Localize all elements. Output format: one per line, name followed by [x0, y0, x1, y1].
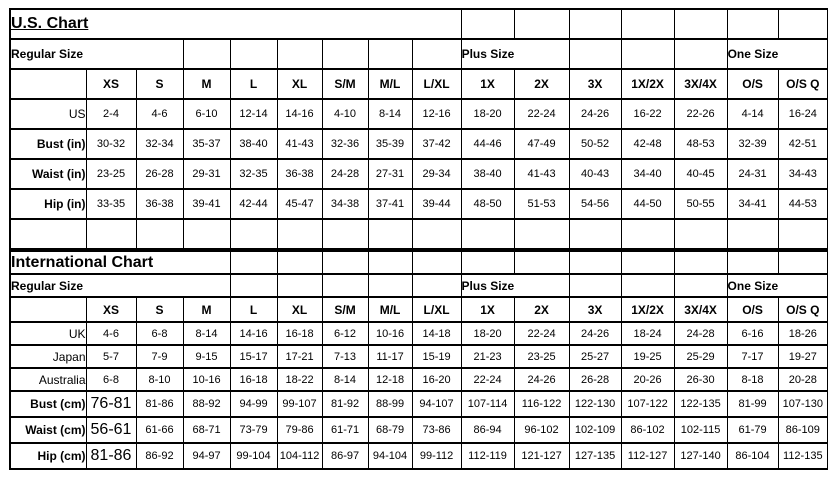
size-column-header: S/M — [322, 69, 368, 99]
size-value-cell: 6-16 — [727, 322, 778, 345]
size-value-cell: 6-10 — [183, 99, 230, 129]
size-value-cell: 16-24 — [778, 99, 828, 129]
regular-size-label: Regular Size — [10, 274, 230, 297]
size-value-cell: 21-23 — [461, 345, 514, 368]
intl-size-group-row — [10, 274, 828, 297]
size-value-cell: 30-32 — [86, 129, 136, 159]
size-value-cell: 11-17 — [368, 345, 412, 368]
size-column-header: L/XL — [412, 69, 461, 99]
corner-cell — [10, 69, 86, 99]
grid-cell — [277, 251, 322, 274]
size-value-cell: 99-104 — [230, 443, 277, 469]
size-value-cell: 8-10 — [136, 368, 183, 391]
size-value-cell: 45-47 — [277, 189, 322, 219]
size-header-row — [10, 69, 828, 99]
grid-cell — [778, 219, 828, 249]
size-value-cell: 47-49 — [514, 129, 569, 159]
size-data-row — [10, 159, 828, 189]
size-value-cell: 61-66 — [136, 417, 183, 443]
us-chart-title-cell — [10, 9, 461, 39]
size-value-cell: 18-24 — [621, 322, 674, 345]
size-value-cell: 34-41 — [727, 189, 778, 219]
size-value-cell: 23-25 — [86, 159, 136, 189]
grid-cell — [368, 39, 412, 69]
size-value-cell: 19-25 — [621, 345, 674, 368]
grid-cell — [368, 251, 412, 274]
size-value-cell: 42-44 — [230, 189, 277, 219]
size-column-header: M/L — [368, 297, 412, 322]
size-data-row — [10, 129, 828, 159]
size-column-header: O/S Q — [778, 297, 828, 322]
size-value-cell: 81-86 — [86, 443, 136, 469]
row-label: Hip (in) — [10, 189, 86, 219]
grid-cell — [412, 39, 461, 69]
size-value-cell: 14-16 — [277, 99, 322, 129]
size-value-cell: 44-53 — [778, 189, 828, 219]
size-value-cell: 12-14 — [230, 99, 277, 129]
grid-cell — [230, 274, 277, 297]
size-value-cell: 81-86 — [136, 391, 183, 417]
row-label: Hip (cm) — [10, 443, 86, 469]
size-value-cell: 4-6 — [86, 322, 136, 345]
size-value-cell: 16-18 — [277, 322, 322, 345]
size-value-cell: 12-18 — [368, 368, 412, 391]
size-value-cell: 18-20 — [461, 99, 514, 129]
row-label: UK — [10, 322, 86, 345]
grid-cell — [461, 9, 514, 39]
size-column-header: S — [136, 297, 183, 322]
size-data-row — [10, 368, 828, 391]
grid-cell — [230, 219, 277, 249]
size-value-cell: 29-31 — [183, 159, 230, 189]
size-value-cell: 73-79 — [230, 417, 277, 443]
size-value-cell: 96-102 — [514, 417, 569, 443]
size-value-cell: 35-37 — [183, 129, 230, 159]
size-value-cell: 26-28 — [569, 368, 621, 391]
size-value-cell: 121-127 — [514, 443, 569, 469]
size-value-cell: 38-40 — [230, 129, 277, 159]
size-value-cell: 94-104 — [368, 443, 412, 469]
size-value-cell: 4-6 — [136, 99, 183, 129]
size-value-cell: 127-135 — [569, 443, 621, 469]
size-value-cell: 40-45 — [674, 159, 727, 189]
size-value-cell: 86-97 — [322, 443, 368, 469]
size-value-cell: 81-99 — [727, 391, 778, 417]
size-value-cell: 22-24 — [514, 99, 569, 129]
size-value-cell: 34-43 — [778, 159, 828, 189]
size-header-row — [10, 297, 828, 322]
size-value-cell: 122-135 — [674, 391, 727, 417]
size-value-cell: 15-17 — [230, 345, 277, 368]
size-value-cell: 107-130 — [778, 391, 828, 417]
empty-separator-row — [10, 219, 828, 249]
size-value-cell: 42-51 — [778, 129, 828, 159]
size-value-cell: 34-38 — [322, 189, 368, 219]
grid-cell — [569, 251, 621, 274]
size-value-cell: 41-43 — [514, 159, 569, 189]
size-column-header: S — [136, 69, 183, 99]
size-value-cell: 50-52 — [569, 129, 621, 159]
grid-cell — [322, 274, 368, 297]
grid-cell — [322, 39, 368, 69]
size-value-cell: 17-21 — [277, 345, 322, 368]
grid-cell — [778, 9, 828, 39]
size-value-cell: 86-109 — [778, 417, 828, 443]
size-column-header: 3X/4X — [674, 297, 727, 322]
size-value-cell: 112-119 — [461, 443, 514, 469]
size-value-cell: 37-41 — [368, 189, 412, 219]
size-value-cell: 16-20 — [412, 368, 461, 391]
grid-cell — [322, 251, 368, 274]
size-data-row — [10, 391, 828, 417]
size-column-header: 3X — [569, 69, 621, 99]
size-value-cell: 27-31 — [368, 159, 412, 189]
size-value-cell: 61-79 — [727, 417, 778, 443]
size-value-cell: 20-26 — [621, 368, 674, 391]
size-column-header: L — [230, 69, 277, 99]
size-value-cell: 37-42 — [412, 129, 461, 159]
size-value-cell: 33-35 — [86, 189, 136, 219]
size-column-header: 2X — [514, 297, 569, 322]
size-value-cell: 25-29 — [674, 345, 727, 368]
size-value-cell: 99-107 — [277, 391, 322, 417]
size-column-header: 1X — [461, 69, 514, 99]
size-value-cell: 68-79 — [368, 417, 412, 443]
size-value-cell: 7-9 — [136, 345, 183, 368]
size-value-cell: 9-15 — [183, 345, 230, 368]
size-value-cell: 22-24 — [514, 322, 569, 345]
size-value-cell: 39-44 — [412, 189, 461, 219]
grid-cell — [621, 219, 674, 249]
size-value-cell: 25-27 — [569, 345, 621, 368]
row-label: Waist (in) — [10, 159, 86, 189]
size-value-cell: 12-16 — [412, 99, 461, 129]
size-value-cell: 50-55 — [674, 189, 727, 219]
size-value-cell: 6-12 — [322, 322, 368, 345]
size-value-cell: 4-10 — [322, 99, 368, 129]
size-column-header: 3X/4X — [674, 69, 727, 99]
grid-cell — [727, 9, 778, 39]
one-size-label: One Size — [727, 39, 828, 69]
size-value-cell: 29-34 — [412, 159, 461, 189]
size-value-cell: 127-140 — [674, 443, 727, 469]
size-column-header: 1X/2X — [621, 69, 674, 99]
size-value-cell: 24-26 — [569, 99, 621, 129]
grid-cell — [674, 251, 727, 274]
size-column-header: XL — [277, 297, 322, 322]
one-size-label: One Size — [727, 274, 828, 297]
size-column-header: S/M — [322, 297, 368, 322]
size-value-cell: 8-14 — [322, 368, 368, 391]
size-value-cell: 112-127 — [621, 443, 674, 469]
size-value-cell: 24-31 — [727, 159, 778, 189]
size-value-cell: 38-40 — [461, 159, 514, 189]
size-value-cell: 22-26 — [674, 99, 727, 129]
size-value-cell: 6-8 — [86, 368, 136, 391]
size-value-cell: 102-109 — [569, 417, 621, 443]
size-column-header: 3X — [569, 297, 621, 322]
size-column-header: 1X — [461, 297, 514, 322]
size-column-header: O/S Q — [778, 69, 828, 99]
grid-cell — [514, 219, 569, 249]
size-value-cell: 7-13 — [322, 345, 368, 368]
size-value-cell: 24-26 — [569, 322, 621, 345]
grid-cell — [569, 9, 621, 39]
size-value-cell: 18-20 — [461, 322, 514, 345]
size-data-row — [10, 417, 828, 443]
size-value-cell: 94-99 — [230, 391, 277, 417]
size-data-row — [10, 189, 828, 219]
size-value-cell: 86-94 — [461, 417, 514, 443]
grid-cell — [277, 274, 322, 297]
size-value-cell: 20-28 — [778, 368, 828, 391]
grid-cell — [230, 39, 277, 69]
grid-cell — [514, 251, 569, 274]
plus-size-label: Plus Size — [461, 39, 569, 69]
size-value-cell: 36-38 — [277, 159, 322, 189]
size-column-header: O/S — [727, 297, 778, 322]
size-value-cell: 42-48 — [621, 129, 674, 159]
size-value-cell: 8-14 — [183, 322, 230, 345]
international-chart-title-cell — [10, 251, 230, 274]
size-value-cell: 35-39 — [368, 129, 412, 159]
size-data-row — [10, 345, 828, 368]
size-value-cell: 8-14 — [368, 99, 412, 129]
size-value-cell: 34-40 — [621, 159, 674, 189]
size-value-cell: 23-25 — [514, 345, 569, 368]
size-column-header: M — [183, 69, 230, 99]
size-value-cell: 56-61 — [86, 417, 136, 443]
size-value-cell: 10-16 — [183, 368, 230, 391]
size-value-cell: 79-86 — [277, 417, 322, 443]
grid-cell — [621, 39, 674, 69]
size-column-header: M/L — [368, 69, 412, 99]
size-column-header: 1X/2X — [621, 297, 674, 322]
size-value-cell: 2-4 — [86, 99, 136, 129]
size-value-cell: 16-18 — [230, 368, 277, 391]
size-value-cell: 48-53 — [674, 129, 727, 159]
size-data-row — [10, 322, 828, 345]
size-value-cell: 36-38 — [136, 189, 183, 219]
international-chart-title: International Chart — [11, 253, 154, 271]
size-value-cell: 48-50 — [461, 189, 514, 219]
size-value-cell: 15-19 — [412, 345, 461, 368]
grid-cell — [621, 251, 674, 274]
size-value-cell: 14-18 — [412, 322, 461, 345]
size-value-cell: 102-115 — [674, 417, 727, 443]
size-column-header: 2X — [514, 69, 569, 99]
size-value-cell: 68-71 — [183, 417, 230, 443]
size-value-cell: 22-24 — [461, 368, 514, 391]
row-label: Waist (cm) — [10, 417, 86, 443]
size-value-cell: 112-135 — [778, 443, 828, 469]
grid-cell — [412, 251, 461, 274]
size-value-cell: 107-114 — [461, 391, 514, 417]
size-value-cell: 86-102 — [621, 417, 674, 443]
grid-cell — [277, 39, 322, 69]
row-label: US — [10, 99, 86, 129]
size-value-cell: 61-71 — [322, 417, 368, 443]
size-data-row — [10, 443, 828, 469]
grid-cell — [277, 219, 322, 249]
grid-cell — [368, 219, 412, 249]
size-value-cell: 44-46 — [461, 129, 514, 159]
size-value-cell: 24-28 — [674, 322, 727, 345]
size-value-cell: 88-99 — [368, 391, 412, 417]
size-column-header: M — [183, 297, 230, 322]
grid-cell — [412, 274, 461, 297]
grid-cell — [621, 9, 674, 39]
grid-cell — [136, 219, 183, 249]
size-value-cell: 24-28 — [322, 159, 368, 189]
size-value-cell: 81-92 — [322, 391, 368, 417]
grid-cell — [322, 219, 368, 249]
size-value-cell: 73-86 — [412, 417, 461, 443]
size-value-cell: 7-17 — [727, 345, 778, 368]
size-value-cell: 4-14 — [727, 99, 778, 129]
grid-cell — [368, 274, 412, 297]
row-label: Japan — [10, 345, 86, 368]
grid-cell — [778, 251, 828, 274]
grid-cell — [183, 219, 230, 249]
grid-cell — [674, 39, 727, 69]
grid-cell — [230, 251, 277, 274]
size-value-cell: 39-41 — [183, 189, 230, 219]
regular-size-label: Regular Size — [10, 39, 183, 69]
us-chart-body — [10, 69, 828, 219]
size-value-cell: 8-18 — [727, 368, 778, 391]
size-value-cell: 88-92 — [183, 391, 230, 417]
size-column-header: L — [230, 297, 277, 322]
size-value-cell: 94-107 — [412, 391, 461, 417]
grid-cell — [674, 9, 727, 39]
size-column-header: O/S — [727, 69, 778, 99]
grid-cell — [461, 219, 514, 249]
grid-cell — [621, 274, 674, 297]
size-value-cell: 94-97 — [183, 443, 230, 469]
grid-cell — [10, 219, 86, 249]
row-label: Bust (in) — [10, 129, 86, 159]
size-value-cell: 86-92 — [136, 443, 183, 469]
international-chart-title-row — [10, 251, 828, 274]
size-value-cell: 26-28 — [136, 159, 183, 189]
grid-cell — [514, 9, 569, 39]
intl-chart-body — [10, 297, 828, 469]
size-column-header: L/XL — [412, 297, 461, 322]
grid-cell — [412, 219, 461, 249]
size-value-cell: 32-35 — [230, 159, 277, 189]
size-value-cell: 40-43 — [569, 159, 621, 189]
size-value-cell: 18-22 — [277, 368, 322, 391]
size-value-cell: 6-8 — [136, 322, 183, 345]
us-size-group-row — [10, 39, 828, 69]
grid-cell — [674, 219, 727, 249]
grid-cell — [569, 219, 621, 249]
size-value-cell: 99-112 — [412, 443, 461, 469]
row-label: Bust (cm) — [10, 391, 86, 417]
size-value-cell: 41-43 — [277, 129, 322, 159]
size-value-cell: 24-26 — [514, 368, 569, 391]
size-column-header: XS — [86, 69, 136, 99]
grid-cell — [727, 219, 778, 249]
grid-cell — [674, 274, 727, 297]
size-value-cell: 32-36 — [322, 129, 368, 159]
size-value-cell: 122-130 — [569, 391, 621, 417]
corner-cell — [10, 297, 86, 322]
us-chart-title-row — [10, 9, 828, 39]
size-value-cell: 116-122 — [514, 391, 569, 417]
size-value-cell: 32-34 — [136, 129, 183, 159]
us-chart-table — [9, 8, 828, 250]
grid-cell — [569, 274, 621, 297]
size-value-cell: 10-16 — [368, 322, 412, 345]
size-value-cell: 54-56 — [569, 189, 621, 219]
international-chart-table — [9, 250, 828, 470]
size-value-cell: 19-27 — [778, 345, 828, 368]
grid-cell — [569, 39, 621, 69]
size-value-cell: 107-122 — [621, 391, 674, 417]
size-value-cell: 16-22 — [621, 99, 674, 129]
grid-cell — [86, 219, 136, 249]
grid-cell — [461, 251, 514, 274]
size-value-cell: 18-26 — [778, 322, 828, 345]
plus-size-label: Plus Size — [461, 274, 569, 297]
size-value-cell: 32-39 — [727, 129, 778, 159]
us-chart-title: U.S. Chart — [11, 15, 89, 32]
size-value-cell: 51-53 — [514, 189, 569, 219]
row-label: Australia — [10, 368, 86, 391]
grid-cell — [727, 251, 778, 274]
size-value-cell: 5-7 — [86, 345, 136, 368]
size-column-header: XS — [86, 297, 136, 322]
grid-cell — [183, 39, 230, 69]
size-value-cell: 14-16 — [230, 322, 277, 345]
size-column-header: XL — [277, 69, 322, 99]
size-value-cell: 26-30 — [674, 368, 727, 391]
size-value-cell: 86-104 — [727, 443, 778, 469]
size-value-cell: 104-112 — [277, 443, 322, 469]
size-value-cell: 76-81 — [86, 391, 136, 417]
size-value-cell: 44-50 — [621, 189, 674, 219]
size-data-row — [10, 99, 828, 129]
